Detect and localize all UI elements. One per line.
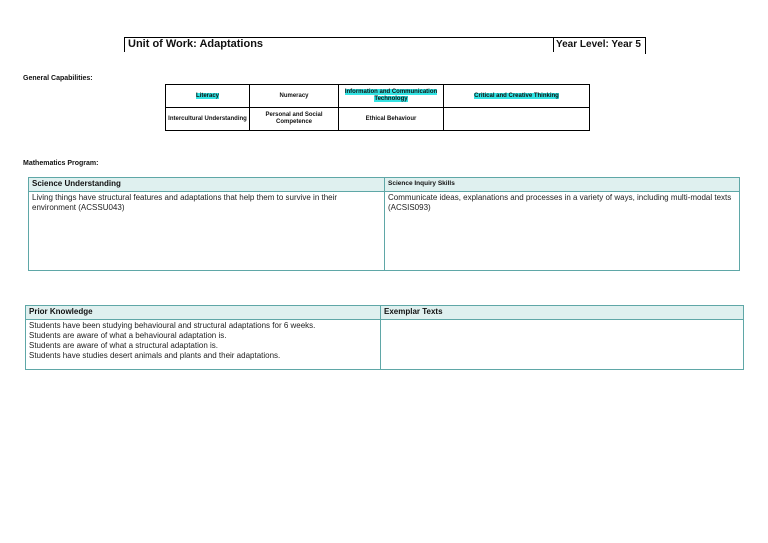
capability-empty xyxy=(444,108,590,131)
prior-knowledge-table xyxy=(25,305,744,370)
exemplar-texts-cell xyxy=(381,320,744,370)
capabilities-grid xyxy=(165,84,590,131)
unit-title: Unit of Work: Adaptations xyxy=(128,38,264,50)
science-inquiry-header: Science Inquiry Skills xyxy=(385,178,740,192)
prior-line: Students have been studying behavioural and structural adaptations for 6 weeks. xyxy=(29,321,316,330)
science-inquiry-cell: Communicate ideas, explanations and processes in a variety of ways, including multi-modal texts (ACSIS093) xyxy=(385,192,740,271)
unit-header xyxy=(124,37,646,52)
general-capabilities-label: General Capabilities: xyxy=(23,75,93,82)
capability-intercultural: Intercultural Understanding xyxy=(166,108,250,131)
prior-line: Students are aware of what a behavioural adaptation is. xyxy=(29,331,227,340)
capability-critical-thinking: Critical and Creative Thinking xyxy=(444,85,590,108)
capability-literacy: Literacy xyxy=(166,85,250,108)
capability-ethical: Ethical Behaviour xyxy=(339,108,444,131)
capability-numeracy: Numeracy xyxy=(250,85,339,108)
mathematics-program-label: Mathematics Program: xyxy=(23,160,99,167)
header-divider xyxy=(553,38,554,52)
science-understanding-cell: Living things have structural features and adaptations that help them to survive in their environment (ACSSU043) xyxy=(29,192,385,271)
capability-ict: Information and Communication Technology xyxy=(339,85,444,108)
science-understanding-header: Science Understanding xyxy=(29,178,385,192)
header-edge xyxy=(645,38,646,54)
prior-knowledge-header: Prior Knowledge xyxy=(26,306,381,320)
science-table xyxy=(28,177,740,271)
year-level: Year Level: Year 5 xyxy=(556,39,641,50)
prior-line: Students are aware of what a structural adaptation is. xyxy=(29,341,218,350)
capability-personal-social: Personal and Social Competence xyxy=(250,108,339,131)
prior-line: Students have studies desert animals and plants and their adaptations. xyxy=(29,351,281,360)
prior-knowledge-cell xyxy=(26,320,381,370)
exemplar-texts-header: Exemplar Texts xyxy=(381,306,744,320)
